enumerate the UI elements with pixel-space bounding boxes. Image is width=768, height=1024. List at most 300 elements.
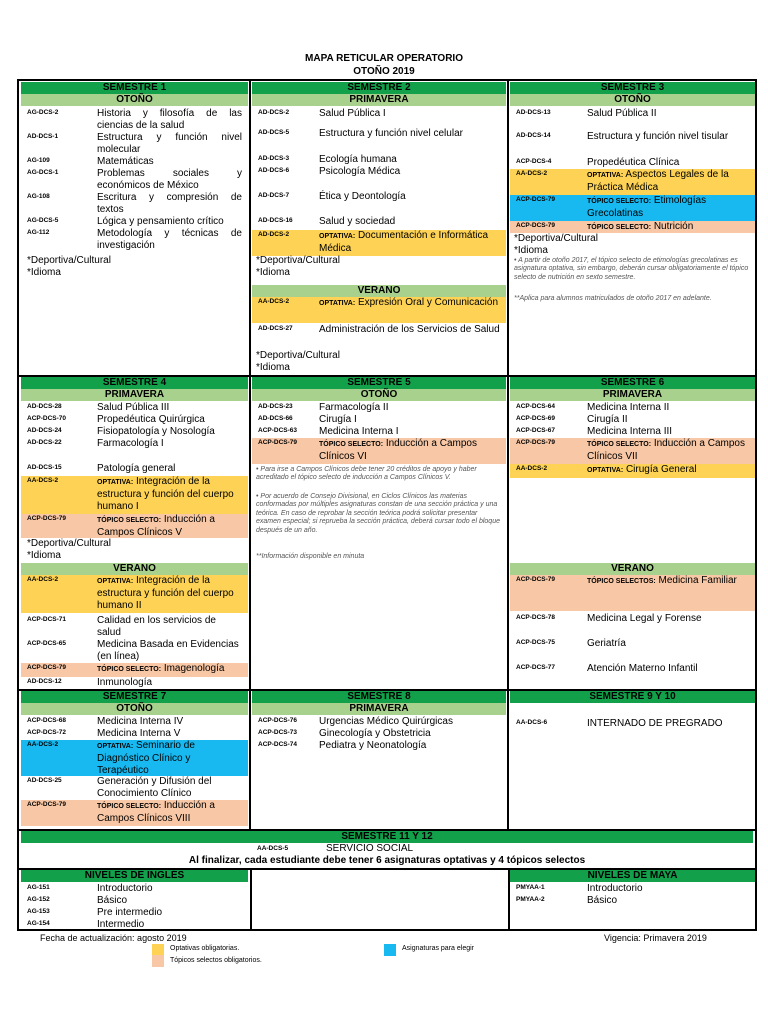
course-name (97, 663, 242, 676)
course-name (319, 297, 500, 310)
course-title: Lógica y pensamiento crítico (97, 216, 224, 227)
course-row (21, 663, 248, 677)
course-row (510, 414, 755, 426)
course-name (97, 677, 242, 689)
course-title: Ecología humana (319, 154, 397, 165)
course-code: AG-109 (27, 157, 50, 164)
legend-elegir-swatch (384, 944, 396, 956)
course-name (97, 514, 242, 539)
course-row (21, 677, 248, 689)
course-code: AD-DCS-14 (516, 132, 551, 139)
course-title: Expresión Oral y Comunicación (357, 297, 499, 308)
course-row (21, 776, 248, 800)
course-code: AD-DCS-22 (27, 439, 62, 446)
course-tag: TÓPICO SELECTO: (97, 517, 162, 524)
course-row (510, 131, 755, 157)
course-row (21, 156, 248, 168)
course-row (510, 195, 755, 221)
course-code: ACP-DCS-72 (27, 729, 67, 736)
course-code: AA-DCS-2 (27, 741, 59, 748)
extra-deportiva: *Deportiva/Cultural (27, 255, 111, 266)
course-name (97, 156, 242, 168)
course-row (21, 514, 248, 538)
course-row (510, 157, 755, 169)
course-code: ACP-DCS-79 (516, 196, 556, 203)
course-code: ACP-DCS-74 (258, 741, 298, 748)
course-tag: TÓPICO SELECTO: (587, 441, 652, 448)
course-code: AA-DCS-2 (258, 298, 290, 305)
course-title: Documentación e Informática Médica (319, 230, 489, 254)
course-name (319, 230, 500, 255)
course-tag: OPTATIVA: (319, 300, 356, 307)
course-name (587, 402, 749, 414)
course-code: AG-153 (27, 908, 50, 915)
course-name (587, 718, 749, 730)
course-name (97, 907, 242, 919)
course-row (21, 919, 248, 931)
course-row (252, 191, 506, 205)
course-name (97, 108, 242, 132)
course-row (252, 402, 506, 414)
course-code: ACP-DCS-71 (27, 616, 67, 623)
semester-8-term: PRIMAVERA (252, 703, 506, 715)
course-row (252, 108, 506, 122)
course-title: Metodología y técnicas de investigación (97, 228, 242, 251)
course-name (587, 414, 749, 426)
course-title: Medicina Familiar (658, 575, 737, 586)
course-row (21, 438, 248, 450)
course-name (97, 132, 242, 156)
course-title: Matemáticas (97, 156, 154, 167)
course-code: ACP-DCS-67 (516, 427, 556, 434)
course-title: Administración de los Servicios de Salud (319, 324, 500, 335)
semester-2-term: PRIMAVERA (252, 94, 506, 106)
course-name (587, 883, 749, 895)
course-tag: TÓPICO SELECTO: (587, 224, 652, 231)
course-name (97, 414, 242, 426)
course-name (587, 131, 749, 143)
course-row (252, 154, 506, 166)
course-tag: TÓPICO SELECTOS: (587, 578, 656, 585)
course-code: ACP-DCS-69 (516, 415, 556, 422)
course-name (97, 426, 242, 438)
course-title: Estructura y función nivel molecular (97, 132, 242, 155)
course-title: Medicina Interna II (587, 402, 670, 413)
course-tag: TÓPICO SELECTO: (319, 441, 384, 448)
course-name (97, 463, 242, 475)
course-row (21, 402, 248, 414)
course-row (510, 575, 755, 611)
course-row (21, 800, 248, 826)
course-tag: TÓPICO SELECTO: (97, 803, 162, 810)
course-name (319, 716, 500, 728)
course-title: Patología general (97, 463, 176, 474)
course-code: ACP-DCS-79 (258, 439, 298, 446)
course-title: Cirugía II (587, 414, 628, 425)
course-row (21, 639, 248, 663)
course-name (319, 728, 500, 740)
semester-1-term: OTOÑO (21, 94, 248, 106)
course-title: Escritura y compresión de textos (97, 192, 242, 215)
course-code: AA-DCS-2 (27, 576, 59, 583)
course-code: ACP-DCS-75 (516, 639, 556, 646)
course-title: Propedéutica Clínica (587, 157, 680, 168)
course-title: Medicina Basada en Evidencias (en línea) (97, 639, 239, 662)
course-code: ACP-DCS-70 (27, 415, 67, 422)
course-row (510, 883, 755, 895)
course-name (319, 414, 500, 426)
course-name (319, 324, 500, 336)
course-tag: OPTATIVA: (319, 233, 356, 240)
course-code: AD-DCS-15 (27, 464, 62, 471)
course-code: AA-DCS-5 (257, 845, 289, 852)
course-row (21, 168, 248, 192)
course-row (252, 716, 506, 728)
course-row (21, 883, 248, 895)
document-title: MAPA RETICULAR OPERATORIO (305, 53, 463, 64)
course-row (510, 638, 755, 652)
course-tag: TÓPICO SELECTO: (587, 198, 652, 205)
course-row (21, 108, 248, 132)
course-title: Medicina Interna I (319, 426, 399, 437)
course-row (21, 728, 248, 740)
course-name (319, 108, 500, 120)
course-name (97, 615, 242, 639)
course-code: ACP-DCS-79 (27, 801, 67, 808)
course-row (21, 575, 248, 613)
course-code: ACP-DCS-4 (516, 158, 552, 165)
course-name (97, 476, 242, 513)
course-title: Básico (97, 895, 128, 906)
semester-3-header: SEMESTRE 3 (510, 82, 755, 94)
ingles-header: NIVELES DE INGLÉS (21, 870, 248, 882)
course-title: Introductorio (587, 883, 643, 894)
extra-deportiva: *Deportiva/Cultural (256, 350, 340, 361)
course-row (510, 663, 755, 677)
semester-6-header: SEMESTRE 6 (510, 377, 755, 389)
course-row (21, 907, 248, 919)
course-title: Inmunología (97, 677, 153, 688)
course-title: Integración de la estructura y función del cuerpo humano II (97, 575, 234, 611)
course-name (97, 800, 242, 825)
column-divider (507, 81, 509, 831)
course-title: Ginecología y Obstetricia (319, 728, 431, 739)
summary-note: Al finalizar, cada estudiante debe tener 6 asignaturas optativas y 4 tópicos selectos (188, 855, 586, 866)
course-row (21, 216, 248, 228)
course-code: AD-DCS-7 (258, 192, 290, 199)
semester-11-header: SEMESTRE 11 Y 12 (21, 831, 753, 843)
course-name (319, 402, 500, 414)
course-code: AG-112 (27, 229, 50, 236)
course-row (252, 740, 506, 752)
course-title: Generación y Difusión del Conocimiento Clínico (97, 776, 212, 799)
course-name (97, 728, 242, 740)
course-code: AD-DCS-12 (27, 678, 62, 685)
course-title: Farmacología II (319, 402, 389, 413)
course-code: ACP-DCS-63 (258, 427, 298, 434)
semester-3-term: OTOÑO (510, 94, 755, 106)
course-name (97, 168, 242, 192)
course-name (319, 438, 500, 463)
course-code: AG-DCS-5 (27, 217, 59, 224)
course-code: AD-DCS-28 (27, 403, 62, 410)
note-consejo: • Por acuerdo de Consejo Divisional, en Ciclos Clínicos las materias conformadas por múltiples asignaturas constan de una sección práctica y una teórica. En caso de reprobar la sección teórica podrá solicitar presentar examen especial; si reprueba la sección práctica, deberá cursar todo el bloque después de un año. (256, 493, 500, 534)
course-title: Introductorio (97, 883, 153, 894)
course-title: Inducción a Campos Clínicos V (97, 514, 215, 538)
course-name (97, 575, 242, 612)
course-name (97, 228, 242, 252)
course-name (97, 216, 242, 228)
course-name (97, 895, 242, 907)
course-code: AD-DCS-3 (258, 155, 290, 162)
course-name (97, 438, 242, 450)
course-name (97, 402, 242, 414)
course-row (510, 718, 755, 732)
course-code: ACP-DCS-68 (27, 717, 67, 724)
course-code: AD-DCS-13 (516, 109, 551, 116)
semester-1-header: SEMESTRE 1 (21, 82, 248, 94)
course-title: Cirugía General (625, 464, 697, 475)
course-title: Farmacología I (97, 438, 164, 449)
course-row (21, 414, 248, 426)
course-title: Ética y Deontología (319, 191, 406, 202)
semester-7-term: OTOÑO (21, 703, 248, 715)
semester-4-verano: VERANO (21, 563, 248, 575)
course-title: Etimologías Grecolatinas (587, 195, 707, 219)
legend-topico-swatch (152, 955, 164, 967)
course-name (319, 154, 500, 166)
course-row (510, 613, 755, 627)
course-name (587, 438, 749, 463)
course-title: Inducción a Campos Clínicos VIII (97, 800, 215, 824)
update-date: Fecha de actualización: agosto 2019 (40, 933, 187, 943)
column-divider (249, 81, 251, 831)
course-title: Cirugía I (319, 414, 357, 425)
course-row (21, 476, 248, 514)
note-campos-clinicos: • Para irse a Campos Clínicos debe tener 20 créditos de apoyo y haber acreditado el tópico selecto de inducción a Campos Clínicos V. (256, 466, 477, 482)
course-name (97, 883, 242, 895)
course-code: ACP-DCS-77 (516, 664, 556, 671)
course-code: PMYAA-2 (516, 896, 545, 903)
course-row (21, 192, 248, 216)
course-title: Psicología Médica (319, 166, 401, 177)
extra-idioma: *Idioma (27, 550, 61, 561)
course-title: Salud Pública II (587, 108, 657, 119)
course-row (21, 132, 248, 156)
note-minuta: **Información disponible en minuta (256, 553, 365, 560)
course-title: Geriatría (587, 638, 626, 649)
course-title: Medicina Interna IV (97, 716, 184, 727)
course-tag: OPTATIVA: (97, 578, 134, 585)
course-title: Pediatra y Neonatología (319, 740, 427, 751)
course-name (587, 575, 749, 588)
course-code: AG-DCS-1 (27, 169, 59, 176)
course-row (252, 297, 506, 323)
legend-topico-label: Tópicos selectos obligatorios. (170, 957, 262, 964)
course-row (252, 414, 506, 426)
course-code: ACP-DCS-79 (516, 439, 556, 446)
course-title: Fisiopatología y Nosología (97, 426, 215, 437)
course-name (587, 221, 749, 234)
course-title: Salud Pública III (97, 402, 170, 413)
course-code: ACP-DCS-78 (516, 614, 556, 621)
course-name (587, 195, 749, 220)
course-code: ACP-DCS-79 (516, 222, 556, 229)
course-code: AA-DCS-2 (516, 465, 548, 472)
course-code: AG-DCS-2 (27, 109, 59, 116)
course-row (252, 438, 506, 464)
course-name (97, 192, 242, 216)
course-title: Propedéutica Quirúrgica (97, 414, 205, 425)
course-title: Historia y filosofía de las ciencias de la salud (97, 108, 242, 131)
course-code: AD-DCS-16 (258, 217, 293, 224)
course-title: Imagenología (163, 663, 225, 674)
course-code: ACP-DCS-79 (27, 515, 67, 522)
course-code: AD-DCS-24 (27, 427, 62, 434)
course-name (587, 464, 749, 477)
course-code: ACP-DCS-76 (258, 717, 298, 724)
course-row (21, 463, 248, 475)
course-tag: OPTATIVA: (97, 743, 134, 750)
course-title: Seminario de Diagnóstico Clínico y Terapéutico (97, 740, 195, 776)
course-name (587, 638, 749, 650)
course-code: ACP-DCS-79 (27, 664, 67, 671)
course-code: AD-DCS-6 (258, 167, 290, 174)
course-code: AD-DCS-5 (258, 129, 290, 136)
course-code: AA-DCS-6 (516, 719, 548, 726)
course-row (21, 895, 248, 907)
course-name (319, 426, 500, 438)
course-row (252, 728, 506, 740)
course-title: Problemas sociales y económicos de México (97, 168, 242, 191)
course-name (587, 157, 749, 169)
course-title: Nutrición (653, 221, 694, 232)
course-code: AD-DCS-2 (258, 109, 290, 116)
course-title: Aspectos Legales de la Práctica Médica (587, 169, 729, 193)
course-row (510, 438, 755, 464)
extra-deportiva: *Deportiva/Cultural (256, 255, 340, 266)
course-row (21, 716, 248, 728)
course-title: Estructura y función nivel tisular (587, 131, 729, 142)
course-row (510, 426, 755, 438)
course-code: ACP-DCS-64 (516, 403, 556, 410)
course-title: Inducción a Campos Clínicos VII (587, 438, 745, 462)
course-name (319, 216, 500, 228)
course-title: Inducción a Campos Clínicos VI (319, 438, 477, 462)
course-title: Pre intermedio (97, 907, 163, 918)
course-name (97, 716, 242, 728)
course-title: Integración de la estructura y función del cuerpo humano I (97, 476, 234, 512)
course-row (21, 615, 248, 639)
course-code: AD-DCS-27 (258, 325, 293, 332)
course-row (21, 426, 248, 438)
extra-idioma: *Idioma (256, 362, 290, 373)
course-tag: TÓPICO SELECTO: (97, 666, 162, 673)
course-code: ACP-DCS-73 (258, 729, 298, 736)
semester-7-header: SEMESTRE 7 (21, 691, 248, 703)
course-name (97, 919, 242, 931)
course-name (587, 108, 749, 120)
course-row (510, 895, 755, 907)
note-etimologias: • A partir de otoño 2017, el tópico selecto de etimologías grecolatinas es asignatura optativa, sin embargo, deberán cursar obligatoriamente el tópico selecto de nutrición en sexto semestre. (514, 257, 749, 281)
course-row (21, 228, 248, 252)
course-name (587, 169, 749, 194)
course-name (319, 166, 500, 178)
course-name (319, 740, 500, 752)
course-name (587, 613, 749, 625)
extra-idioma: *Idioma (256, 267, 290, 278)
semester-8-header: SEMESTRE 8 (252, 691, 506, 703)
course-code: AD-DCS-1 (27, 133, 59, 140)
extra-deportiva: *Deportiva/Cultural (514, 233, 598, 244)
course-code: AD-DCS-25 (27, 777, 62, 784)
course-title: Medicina Interna III (587, 426, 673, 437)
course-title: Intermedio (97, 919, 145, 930)
course-name (97, 776, 242, 800)
course-name (319, 191, 500, 203)
semester-9-header: SEMESTRE 9 Y 10 (510, 691, 755, 703)
course-row (510, 464, 755, 478)
course-code: ACP-DCS-65 (27, 640, 67, 647)
extra-deportiva: *Deportiva/Cultural (27, 538, 111, 549)
course-name: SERVICIO SOCIAL (326, 843, 414, 854)
semester-4-header: SEMESTRE 4 (21, 377, 248, 389)
legend-optativa-label: Optativas obligatorias. (170, 945, 240, 952)
column-divider (250, 870, 252, 930)
course-row (510, 169, 755, 195)
course-title: Urgencias Médico Quirúrgicas (319, 716, 453, 727)
semester-2-verano: VERANO (252, 285, 506, 297)
course-title: Salud Pública I (319, 108, 386, 119)
course-code: PMYAA-1 (516, 884, 545, 891)
course-row (252, 324, 506, 350)
course-row (510, 108, 755, 122)
course-row (21, 740, 248, 776)
course-title: Calidad en los servicios de salud (97, 615, 216, 638)
extra-idioma: *Idioma (27, 267, 61, 278)
course-code: AA-DCS-2 (516, 170, 548, 177)
course-name (319, 128, 500, 140)
semester-4-term: PRIMAVERA (21, 389, 248, 401)
course-title: Medicina Interna V (97, 728, 181, 739)
course-title: INTERNADO DE PREGRADO (587, 718, 723, 729)
semester-5-header: SEMESTRE 5 (252, 377, 506, 389)
course-title: Salud y sociedad (319, 216, 396, 227)
validity-text: Vigencia: Primavera 2019 (604, 933, 707, 943)
course-code: AG-154 (27, 920, 50, 927)
course-row (510, 402, 755, 414)
course-row (252, 230, 506, 256)
course-row (510, 221, 755, 233)
course-code: AD-DCS-2 (258, 231, 290, 238)
legend-elegir-label: Asignaturas para elegir (402, 945, 474, 952)
course-tag: OPTATIVA: (587, 467, 624, 474)
semester-6-verano: VERANO (510, 563, 755, 575)
semester-5-term: OTOÑO (252, 389, 506, 401)
course-name (587, 663, 749, 675)
curriculum-grid (17, 79, 757, 931)
note-aplica: **Aplica para alumnos matriculados de otoño 2017 en adelante. (514, 295, 712, 302)
semester-2-header: SEMESTRE 2 (252, 82, 506, 94)
extra-idioma: *Idioma (514, 245, 548, 256)
course-title: Atención Materno Infantil (587, 663, 698, 674)
course-name (587, 426, 749, 438)
maya-header: NIVELES DE MAYA (510, 870, 755, 882)
semester-6-term: PRIMAVERA (510, 389, 755, 401)
course-code: AG-108 (27, 193, 50, 200)
course-code: AA-DCS-2 (27, 477, 59, 484)
course-code: AG-151 (27, 884, 50, 891)
